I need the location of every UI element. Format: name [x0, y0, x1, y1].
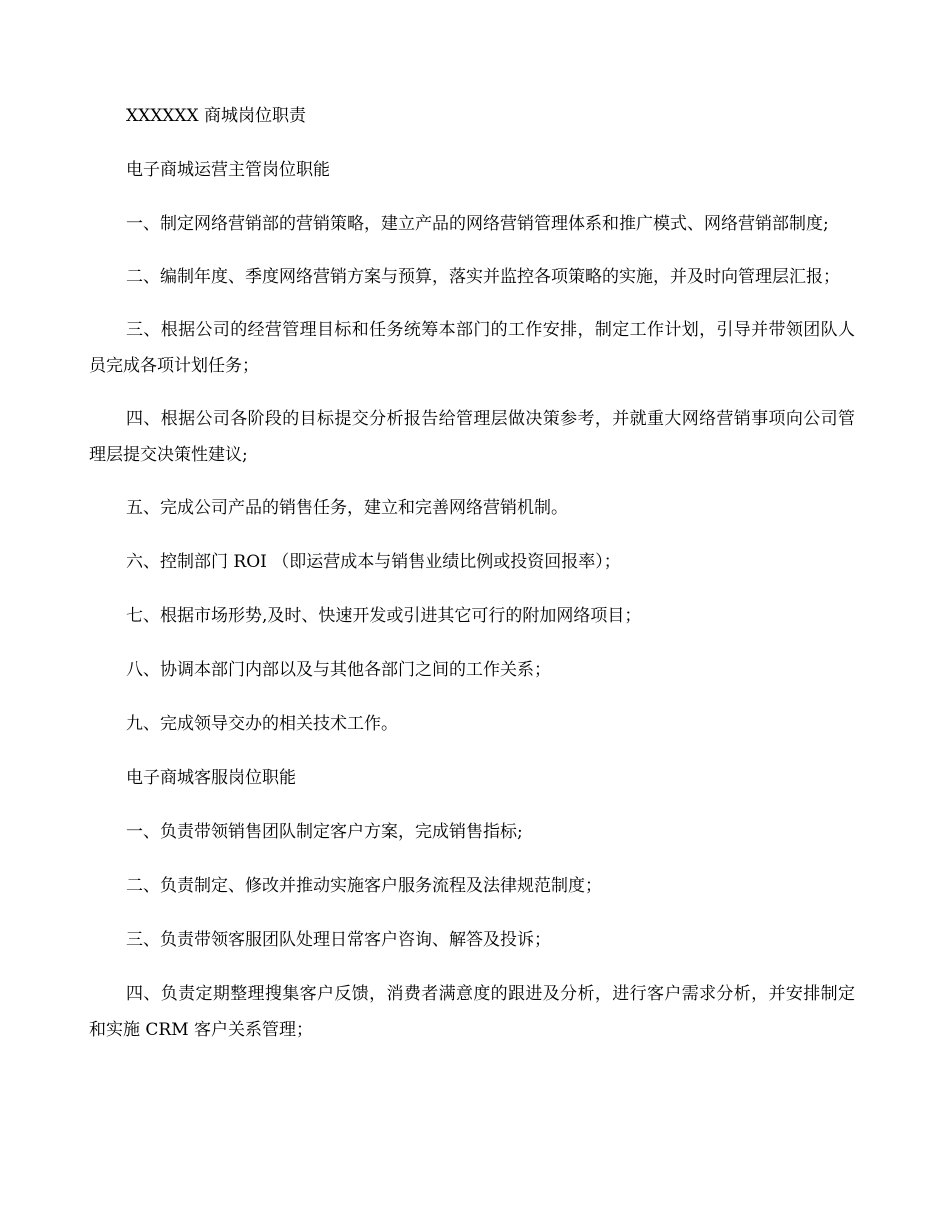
duty-item: 一、负责带领销售团队制定客户方案，完成销售指标;	[126, 822, 523, 842]
duty-item: 九、完成领导交办的相关技术工作。	[126, 714, 398, 734]
duty-item: 六、控制部门 ROI （即运营成本与销售业绩比例或投资回报率）；	[126, 552, 621, 572]
duty-item: 三、根据公司的经营管理目标和任务统筹本部门的工作安排，制定工作计划，引导并带领团队人员完成各项计划任务；	[89, 320, 855, 376]
document-body	[89, 98, 855, 1065]
duty-item: 二、编制年度、季度网络营销方案与预算，落实并监控各项策略的实施，并及时向管理层汇报；	[126, 267, 840, 287]
section-heading-customer-service: 电子商城客服岗位职能	[126, 768, 296, 788]
duty-item: 七、根据市场形势,及时、快速开发或引进其它可行的附加网络项目；	[126, 606, 642, 626]
section-heading-operations-supervisor: 电子商城运营主管岗位职能	[126, 160, 330, 180]
duty-item: 三、负责带领客服团队处理日常客户咨询、解答及投诉；	[126, 930, 551, 950]
duty-item: 五、完成公司产品的销售任务，建立和完善网络营销机制。	[126, 498, 568, 518]
duty-item: 四、负责定期整理搜集客户反馈，消费者满意度的跟进及分析，进行客户需求分析，并安排制定和实施 CRM 客户关系管理；	[89, 984, 855, 1040]
duty-item: 一、制定网络营销部的营销策略，建立产品的网络营销管理体系和推广模式、网络营销部制度;	[126, 214, 829, 234]
duty-item: 四、根据公司各阶段的目标提交分析报告给管理层做决策参考，并就重大网络营销事项向公司管理层提交决策性建议;	[89, 409, 855, 465]
duty-item: 八、协调本部门内部以及与其他各部门之间的工作关系；	[126, 660, 551, 680]
duty-item: 二、负责制定、修改并推动实施客户服务流程及法律规范制度；	[126, 876, 602, 896]
document-title: XXXXXX 商城岗位职责	[126, 106, 307, 126]
